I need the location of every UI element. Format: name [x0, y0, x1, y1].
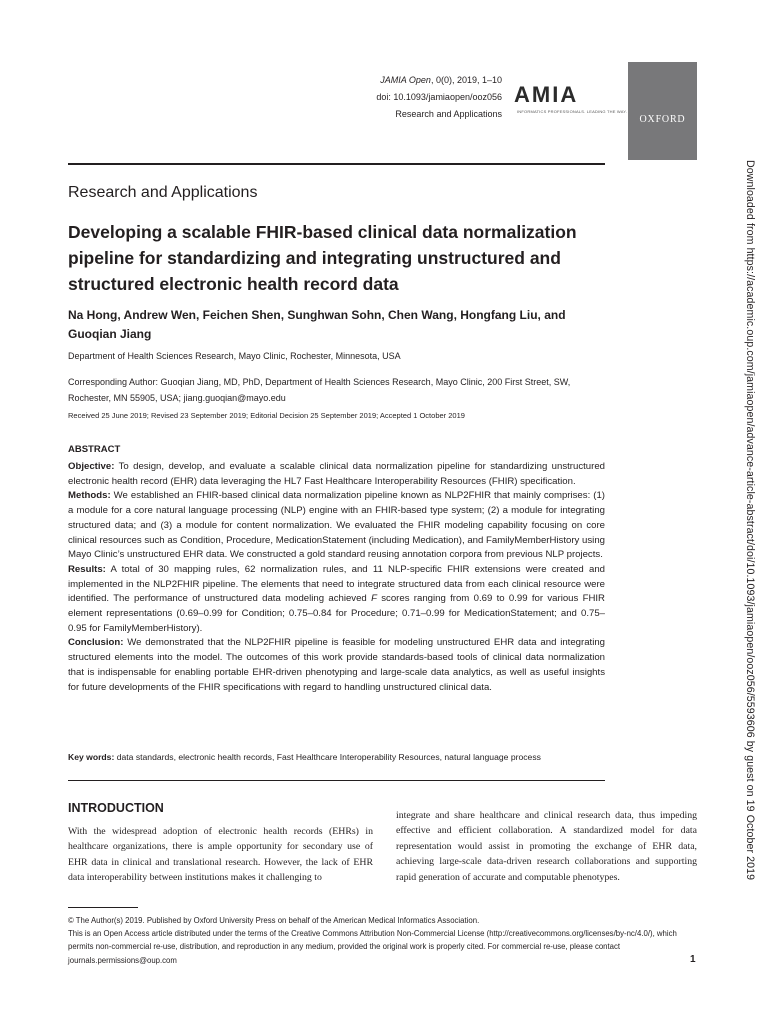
author-list: Na Hong, Andrew Wen, Feichen Shen, Sunghwan Sohn, Chen Wang, Hongfang Liu, and Guoqian Jiang — [68, 308, 566, 341]
keywords-rule — [68, 780, 605, 781]
copyright: © The Author(s) 2019. Published by Oxford University Press on behalf of the American Medical Informatics Association. — [68, 916, 480, 925]
abstract-body — [68, 460, 605, 695]
doi: doi: 10.1093/jamiaopen/ooz056 — [376, 92, 502, 102]
conclusion-label: Conclusion: — [68, 637, 124, 649]
keywords — [68, 752, 605, 762]
download-watermark-text: Downloaded from https://academic.oup.com/jamiaopen/advance-article-abstract/doi/10.1093/jamiaopen/ooz056/5593606 by guest on 19 October 2019 — [744, 160, 756, 881]
keywords-label: Key words: — [68, 752, 115, 762]
amia-logo — [514, 82, 627, 118]
journal-info — [376, 72, 502, 123]
conclusion-text: We demonstrated that the NLP2FHIR pipeline is feasible for modeling unstructured EHR data and integrating structured elements into the model. The outcomes of this work provide standards-based tools of clinical data normalization that is indispensable for enabling portable EHR-driven phenotyping and large-scale data analytics, as well as useful insights for future developments of the FHIR specifications with regard to handling unstructured clinical data. — [68, 637, 605, 693]
abstract-heading: ABSTRACT — [68, 444, 121, 455]
objective-label: Objective: — [68, 461, 115, 472]
section-label: Research and Applications — [68, 184, 258, 201]
results-text-b: scores ranging from 0.69 to 0.99 for various FHIR element representations (0.69–0.99 for Condition; 0.75–0.84 for Procedure; 0.71–0.99 for MedicationStatement; and 0.75–0.95 for FamilyMemberHistory). — [68, 593, 605, 634]
oxford-wordmark: OXFORD — [639, 114, 686, 125]
amia-wordmark: AMIA — [514, 82, 579, 107]
introduction-right-column: integrate and share healthcare and clinical research data, thus impeding effective and efficient collaboration. A standardized model for data representation would assist in promoting the exchange of EHR data, achieving large-scale data-driven research collaborations and supporting rapid generation of accurate and computable phenotypes. — [396, 810, 697, 883]
amia-tagline: INFORMATICS PROFESSIONALS. LEADING THE WAY. — [517, 109, 627, 114]
oxford-logo — [628, 62, 697, 160]
abstract-objective — [68, 460, 605, 489]
introduction-left-column: With the widespread adoption of electronic health records (EHRs) in healthcare organizations, there is ample opportunity for secondary use of EHR data in clinical and translational research. However, the lack of EHR data interoperability between institutions makes it challenging to — [68, 826, 373, 884]
header-rule — [68, 163, 605, 165]
results-text-a: A total of 30 mapping rules, 62 normalization rules, and 11 NLP-specific FHIR extensions were created and implemented in the NLP2FHIR pipeline. The elements that need to integrate structured data from each clinical resource were identified. The performance of unstructured data modeling achieved — [68, 563, 605, 605]
footer — [68, 914, 698, 967]
results-f: F — [371, 593, 377, 605]
abstract-results — [68, 563, 605, 637]
abstract-methods — [68, 489, 605, 563]
journal-citation — [376, 72, 502, 89]
journal-name: JAMIA Open — [380, 75, 431, 85]
citation: , 0(0), 2019, 1–10 — [430, 75, 502, 85]
introduction-heading: INTRODUCTION — [68, 801, 164, 815]
article-title: Developing a scalable FHIR-based clinical data normalization pipeline for standardizing and integrating unstructured and structured electronic health record data — [68, 222, 577, 294]
objective-text: To design, develop, and evaluate a scalable clinical data normalization pipeline for standardizing unstructured electronic health record (EHR) data leveraging the HL7 Fast Healthcare Interoperability Resources (FHIR) specification. — [68, 461, 605, 487]
download-watermark — [744, 160, 756, 890]
article-type: Research and Applications — [395, 109, 502, 119]
received-dates: Received 25 June 2019; Revised 23 September 2019; Editorial Decision 25 September 2019; Accepted 1 October 2019 — [68, 411, 465, 420]
affiliation: Department of Health Sciences Research, Mayo Clinic, Rochester, Minnesota, USA — [68, 351, 401, 361]
license: This is an Open Access article distributed under the terms of the Creative Commons Attribution Non-Commercial License (http://creativecommons.org/licenses/by-nc/4.0/), which permits non-commercial re-use, distribution, and reproduction in any medium, provided the original work is properly cited. For commercial re-use, please contact journals.permissions@oup.com — [68, 929, 677, 965]
results-label: Results: — [68, 563, 106, 575]
corresponding-author: Corresponding Author: Guoqian Jiang, MD, PhD, Department of Health Sciences Research, Mayo Clinic, 200 First Street, SW, Rochester, MN 55905, USA; jiang.guoqian@mayo.edu — [68, 377, 571, 403]
footer-rule — [68, 907, 138, 908]
page-number: 1 — [690, 954, 696, 965]
abstract-conclusion — [68, 636, 605, 695]
methods-label: Methods: — [68, 490, 111, 502]
methods-text: We established an FHIR-based clinical data normalization pipeline known as NLP2FHIR that mainly comprises: (1) a module for a core natural language processing (NLP) engine with an FHIR-based type system; (2) a module for integrating structured data; and (3) a module for content normalization. We evaluated the FHIR modeling capability focusing on core clinical resources such as Condition, Procedure, MedicationStatement (including Medication), and FamilyMemberHistory using Mayo Clinic’s unstructured EHR data. We constructed a gold standard reusing annotation corpora from previous NLP projects. — [68, 490, 605, 561]
keywords-text: data standards, electronic health records, Fast Healthcare Interoperability Resources, natural language process — [114, 752, 541, 762]
